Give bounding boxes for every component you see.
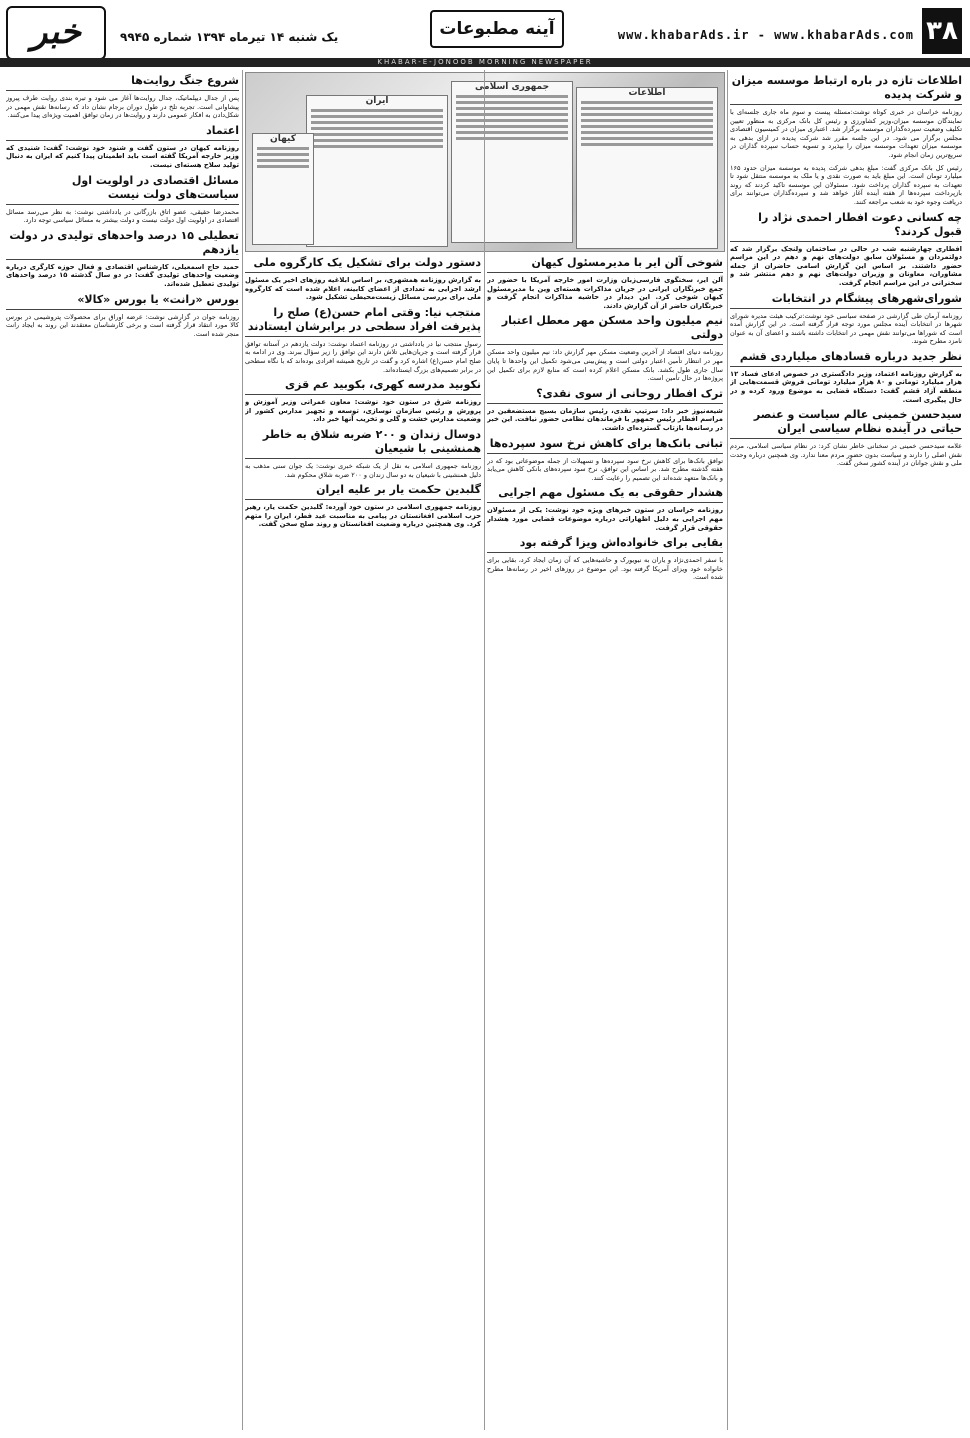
- headline: بورس «رانت» یا بورس «کالا»: [6, 293, 239, 310]
- article-text: روزنامه جمهوری اسلامی به نقل از یک شبکه خبری نوشت: یک جوان سنی مذهب به دلیل همنشینی با شیعیان به دو سال زندان و ۲۰۰ ضربه شلاق محکوم شد.: [245, 461, 481, 479]
- article-text: به گزارش روزنامه همشهری، بر اساس ابلاغیه روزهای اخیر یک مسئول ارشد اجرایی به تعدادی از اعضای کابینه، اعلام شده است که کارگروه ملی برای بررسی مسائل زیست‌محیطی تشکیل شود.: [245, 276, 481, 302]
- paper-jomhouri: جمهوری اسلامی: [451, 81, 573, 243]
- headline: شورای‌شهرهای پیشگام در انتخابات: [730, 292, 962, 309]
- newspaper-logo: خبر: [6, 6, 106, 60]
- article-text: محمدرضا حقیقی، عضو اتاق بازرگانی در یادداشتی نوشت: به نظر می‌رسد مسائل اقتصادی در اولویت اول دولت نیست و دولت بیشتر به مسائل سیاسی توجه دارد.: [6, 207, 239, 225]
- article-text: شیعه‌نیوز خبر داد: سرتیپ نقدی، رئیس سازمان بسیج مستضعفین در مراسم افطار رئیس جمهور با فرماندهان نظامی حضور نیافت. این خبر در رسانه‌ها بازتاب گسترده‌ای داشت.: [487, 406, 723, 432]
- column-4: [6, 70, 239, 1430]
- headline: نکوبید مدرسه کهری، بکوبید عم قزی: [245, 378, 481, 395]
- article-text: حمید حاج اسمعیلی، کارشناس اقتصادی و فعال حوزه کارگری درباره وضعیت واحدهای تولیدی گفت: در دو سال گذشته ۱۵ درصد واحدهای تولیدی تعطیل شده‌اند.: [6, 262, 239, 288]
- headline: نیم میلیون واحد مسکن مهر معطل اعتبار دولتی: [487, 314, 723, 345]
- headline: منتجب نیا: وقتی امام حسن(ع) صلح را پذیرفت افراد سطحی در برابرشان ایستادند: [245, 306, 481, 337]
- headline: دوسال زندان و ۲۰۰ ضربه شلاق به خاطر همنشینی با شیعیان: [245, 428, 481, 459]
- headline: نظر جدید درباره قسادهای میلیاردی قشم: [730, 350, 962, 367]
- article-text: به گزارش روزنامه اعتماد، وزیر دادگستری در خصوص ادعای فساد ۱۲ هزار میلیارد تومانی و ۸۰ هزار میلیارد تومانی فروش قسمت‌هایی از منطقه آزاد قشم گفت: دستگاه قضایی به موضوع ورود کرده و در حال پیگیری است.: [730, 369, 962, 404]
- headline: شروع جنگ روایت‌ها: [6, 74, 239, 91]
- headline: چه کسانی دعوت افطار احمدی نژاد را قبول کردند؟: [730, 211, 962, 242]
- headline: مسائل اقتصادی در اولویت اول سیاست‌های دولت نیست: [6, 174, 239, 205]
- article-text: روزنامه کیهان در ستون گفت و شنود خود نوشت: گفت: شنیدی که وزیر خارجه آمریکا گفته است باید اطمینان پیدا کنیم که ایران به دنبال تولید سلاح هسته‌ای نیست.: [6, 143, 239, 169]
- column-1: [730, 70, 962, 1430]
- article-text: افطاری چهارشنبه شب در حالی در ساختمان ولنجک برگزار شد که دولتمردان و مسئولان سابق دولت‌های نهم و دهم در این مراسم حضور داشتند. بر اساس این گزارش اسامی حاضران از جمله مشاوران، معاونان و وزیران دولت‌های نهم و دهم منتشر شد و سخنرانی در این مراسم انجام گرفت.: [730, 244, 962, 287]
- headline: شوخی آلن ایر با مدیرمسئول کیهان: [487, 256, 723, 273]
- headline: تعطیلی ۱۵ درصد واحدهای تولیدی در دولت یازدهم: [6, 229, 239, 260]
- paper-ettelaat: اطلاعات: [576, 87, 718, 249]
- article-text: روزنامه جوان در گزارشی نوشت: عرضه اوراق برای محصولات پتروشیمی در بورس کالا مورد انتقاد قرار گرفته است و برخی کارشناسان معتقدند این روند به ایجاد رانت منجر شده است.: [6, 312, 239, 338]
- headline: گلبدین حکمت یار بر علیه ایران: [245, 483, 481, 500]
- headline: اطلاعات تازه در باره ارتباط موسسه میزان و شرکت پدیده: [730, 74, 962, 105]
- paper-kayhan: کیهان: [252, 133, 314, 245]
- page-header: [0, 0, 970, 62]
- headline: ترک افطار روحانی از سوی نقدی؟: [487, 387, 723, 404]
- article-text: روزنامه جمهوری اسلامی در ستون خود آورده: گلبدین حکمت یار، رهبر حزب اسلامی افغانستان در پیامی به مناسبت عید فطر، ایران را متهم کرد. وی همچنین درباره وضعیت افغانستان و روند صلح سخن گفت.: [245, 503, 481, 529]
- headline: تبانی بانک‌ها برای کاهش نرخ سود سپرده‌ها: [487, 437, 723, 454]
- masthead-strip: KHABAR-E-JONOOB MORNING NEWSPAPER: [0, 58, 970, 67]
- paper-iran: ایران: [306, 95, 448, 247]
- article-text: روزنامه آرمان طی گزارشی در صفحه سیاسی خود نوشت:ترکیب هیئت مدیره شورای شهرها در انتخابات آینده مجلس مورد توجه قرار گرفته است. در این گزارش آمده است که شوراها می‌توانند نقش مهمی در انتخابات داشته باشند و اعضای آن به عنوان نامزد مطرح شوند.: [730, 311, 962, 346]
- article-text: روزنامه خراسان در ستون خبرهای ویژه خود نوشت: یکی از مسئولان مهم اجرایی به دلیل اظهاراتی درباره موضوعات قضایی مورد هشدار حقوقی قرار گرفت.: [487, 506, 723, 532]
- headline: هشدار حقوقی به یک مسئول مهم اجرایی: [487, 486, 723, 503]
- page-number: ۳۸: [922, 8, 962, 54]
- newspapers-photo: [245, 72, 725, 252]
- article-text: با سفر احمدی‌نژاد و یاران به نیویورک و حاشیه‌هایی که آن زمان ایجاد کرد، بقایی برای خانواده خود ویزای آمریکا گرفته بود. این موضوع در روزهای اخیر در رسانه‌ها مطرح شده است.: [487, 556, 723, 582]
- dateline: یک شنبه ۱۴ تیرماه ۱۳۹۴ شماره ۹۹۴۵: [120, 30, 339, 44]
- article-text: توافق بانک‌ها برای کاهش نرخ سود سپرده‌ها و تسهیلات از جمله موضوعاتی بود که در هفته گذشته مطرح شد. بر اساس این توافق، نرخ سود سپرده‌های بانکی کاهش می‌یابد و بانک‌ها متعهد شده‌اند این تصمیم را رعایت کنند.: [487, 456, 723, 482]
- column-3: [245, 252, 481, 1430]
- article-text: روزنامه دنیای اقتصاد از آخرین وضعیت مسکن مهر گزارش داد: نیم میلیون واحد مسکن مهر در انتظار تأمین اعتبار دولتی است و پیش‌بینی می‌شود تکمیل این واحدها تا پایان سال جاری طول بکشد. بانک مسکن اعلام کرده است که منابع لازم برای تکمیل این پروژه‌ها در حال تأمین است.: [487, 348, 723, 383]
- headline: اعتماد: [6, 124, 239, 141]
- site-url[interactable]: www.khabarAds.ir - www.khabarAds.com: [617, 28, 914, 42]
- article-text: علامه سیدحسن خمینی در سخنانی خاطر نشان کرد: در نظام سیاسی اسلامی، مردم نقش اصلی را دارند و سیاست بدون حضور مردم معنا ندارد. وی همچنین درباره وحدت ملی و نقش جوانان در آینده کشور سخن گفت.: [730, 442, 962, 468]
- article-text: آلن ایر، سخنگوی فارسی‌زبان وزارت امور خارجه آمریکا با حضور در جمع خبرنگاران ایرانی در جریان مذاکرات هسته‌ای وین با مدیرمسئول کیهان شوخی کرد. این دیدار در حاشیه مذاکرات انجام گرفت و خبرنگاران حاضر از آن گزارش دادند.: [487, 276, 723, 310]
- article-text: روزنامه خراسان در خبری کوتاه نوشت:مسئله پیست و سوم ماه جاری جلسه‌ای با نمایندگان موسسه میزان،وزیر کشاورزی و رئیس کل بانک مرکزی به منظور تعیین تکلیف وضعیت سپرده‌گذاران موسسه برگزار شد. اعتباری میزان در کمیسیون اقتصادی مجلس برگزار می شود. در این جلسه مقرر شد شرکت پدیده در ازای بدهی به موسسه میزان تعهدات موسسه میزان را بپذیرد و تسویه حساب سپرده گذاران در سریع‌ترین زمان انجام شود.: [730, 108, 962, 159]
- headline: دستور دولت برای تشکیل یک کارگروه ملی: [245, 256, 481, 273]
- headline: بقایی برای خانواده‌اش ویزا گرفته بود: [487, 536, 723, 553]
- article-text: پس از جدال دیپلماتیک، جدال روایت‌ها آغاز می شود و تیره بندی روایت طرف پیروز پیشا‌وانی است. تجربه تلخ در طول دوران برجام نشان داد که رسانه‌ها نقش مهمی در شکل‌دادن به افکار عمومی دارند و روایت‌ها در زمان توافق اهمیت ویژه‌ای پیدا می‌کنند.: [6, 94, 239, 120]
- article-text: رسول منتجب نیا در یادداشتی در روزنامه اعتماد نوشت: دولت یازدهم در آستانه توافق قرار گرفته است و جریان‌هایی تلاش دارند این توافق را زیر سؤال ببرند. وی در ادامه به صلح امام حسن(ع) اشاره کرد و گفت در تاریخ همیشه افرادی بوده‌اند که با نگاه سطحی در برابر تصمیم‌های بزرگ ایستاده‌اند.: [245, 339, 481, 374]
- column-2: [487, 252, 723, 1430]
- article-text: رئیس کل بانک مرکزی گفت: مبلغ بدهی شرکت پدیده به موسسه میزان حدود ۱۶۵ میلیارد تومان است. این مبلغ باید به صورت نقدی و یا ملک به موسسه منتقل شود تا تعهدات به سپرده گذاران پرداخت شود. مسئولان این موسسه تاکید کردند که روند بازپرداخت سپرده‌ها از هفته آینده آغاز خواهد شد و سپرده‌گذاران می‌توانند برای دریافت وجوه خود به شعب مراجعه کنند.: [730, 163, 962, 206]
- article-text: روزنامه شرق در ستون خود نوشت: معاون عمرانی وزیر آموزش و پرورش و رئیس سازمان نوسازی، توسعه و تجهیز مدارس کشور از وضعیت مدارس خشت و گلی و تخریب آنها خبر داد.: [245, 398, 481, 424]
- section-title: آینه مطبوعات: [430, 10, 564, 48]
- headline: سیدحسن خمینی عالم سیاست و عنصر حیاتی در آینده نظام سیاسی ایران: [730, 408, 962, 439]
